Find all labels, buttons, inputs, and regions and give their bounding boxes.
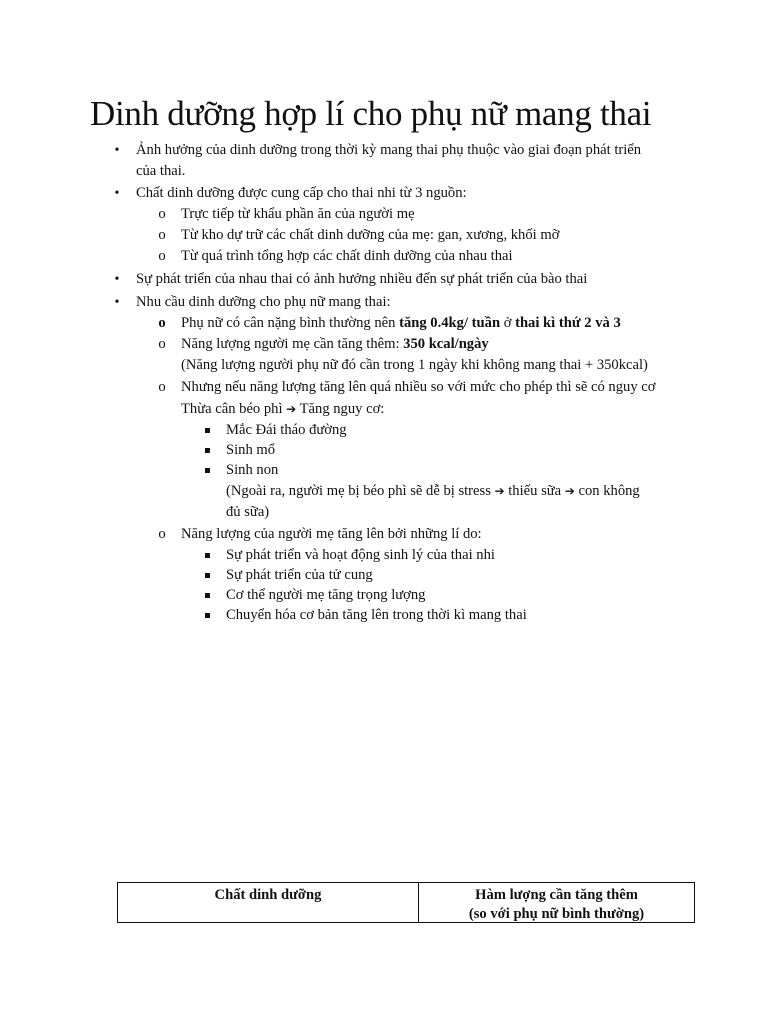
sub-list-item: Trực tiếp từ khẩu phần ăn của người mẹ [181, 206, 415, 222]
sub-sub-list-item-continuation: (Ngoài ra, người mẹ bị béo phì sẽ dễ bị stress ➔ thiếu sữa ➔ con không [226, 483, 640, 499]
table-header-amount-line1: Hàm lượng cần tăng thêm [475, 887, 638, 903]
sub-sub-list-item: Sự phát triển và hoạt động sinh lý của thai nhi [226, 547, 495, 563]
table-header-nutrient: Chất dinh dưỡng [118, 883, 419, 922]
sub-list-item-continuation: (Năng lượng người phụ nữ đó cần trong 1 ngày khi không mang thai + 350kcal) [181, 357, 648, 373]
circle-marker: o [158, 379, 166, 395]
square-bullet-marker [202, 565, 212, 586]
sub-list-item: Từ kho dự trữ các chất dinh dưỡng của mẹ: gan, xương, khối mỡ [181, 227, 560, 243]
circle-marker: o [158, 336, 166, 352]
square-bullet-marker [202, 545, 212, 566]
circle-marker: o [158, 315, 166, 331]
sub-sub-list-item-continuation: đủ sữa) [226, 504, 270, 520]
page-title: Dinh dưỡng hợp lí cho phụ nữ mang thai [90, 94, 652, 133]
square-bullet-marker [202, 420, 212, 441]
square-bullet-marker [202, 460, 212, 481]
sub-list-item: Năng lượng của người mẹ tăng lên bởi những lí do: [181, 526, 482, 542]
sub-list-item: Từ quá trình tổng hợp các chất dinh dưỡng của nhau thai [181, 248, 513, 264]
table-header-amount [419, 883, 694, 922]
sub-sub-list-item: Sự phát triển của tử cung [226, 567, 373, 583]
sub-sub-list-item: Mắc Đái tháo đường [226, 422, 347, 438]
sub-sub-list-item: Sinh non [226, 462, 279, 478]
arrow-right-icon: ➔ [494, 484, 505, 498]
circle-marker: o [158, 227, 166, 243]
sub-list-item: Phụ nữ có cân nặng bình thường nên tăng 0.4kg/ tuần ở thai kì thứ 2 và 3 [181, 315, 621, 331]
sub-sub-list-item: Cơ thể người mẹ tăng trọng lượng [226, 587, 426, 603]
table-header-amount-line2: (so với phụ nữ bình thường) [468, 906, 645, 922]
list-item: Nhu cầu dinh dưỡng cho phụ nữ mang thai: [136, 294, 391, 310]
list-item-continuation: của thai. [136, 163, 186, 179]
nutrient-table [117, 882, 695, 923]
sub-sub-list-item: Sinh mổ [226, 442, 276, 458]
list-item: Chất dinh dưỡng được cung cấp cho thai nhi từ 3 nguồn: [136, 185, 467, 201]
bullet-marker [112, 292, 122, 314]
sub-list-item: Nhưng nếu năng lượng tăng lên quá nhiều so với mức cho phép thì sẽ có nguy cơ [181, 379, 656, 395]
list-item: Ảnh hưởng của dinh dưỡng trong thời kỳ mang thai phụ thuộc vào giai đoạn phát triển [136, 142, 642, 158]
sub-list-item-continuation: Thừa cân béo phì ➔ Tăng nguy cơ: [181, 401, 385, 417]
square-bullet-marker [202, 440, 212, 461]
circle-marker: o [158, 248, 166, 264]
square-bullet-marker [202, 605, 212, 626]
list-item: Sự phát triển của nhau thai có ảnh hưởng nhiều đến sự phát triển của bào thai [136, 271, 588, 287]
sub-list-item: Năng lượng người mẹ cần tăng thêm: 350 kcal/ngày [181, 336, 489, 352]
bullet-marker [112, 183, 122, 205]
bullet-marker [112, 140, 122, 162]
arrow-right-icon: ➔ [564, 484, 575, 498]
sub-sub-list-item: Chuyển hóa cơ bản tăng lên trong thời kì mang thai [226, 607, 527, 623]
circle-marker: o [158, 206, 166, 222]
square-bullet-marker [202, 585, 212, 606]
arrow-right-icon: ➔ [286, 402, 297, 416]
bullet-marker [112, 269, 122, 291]
circle-marker: o [158, 526, 166, 542]
